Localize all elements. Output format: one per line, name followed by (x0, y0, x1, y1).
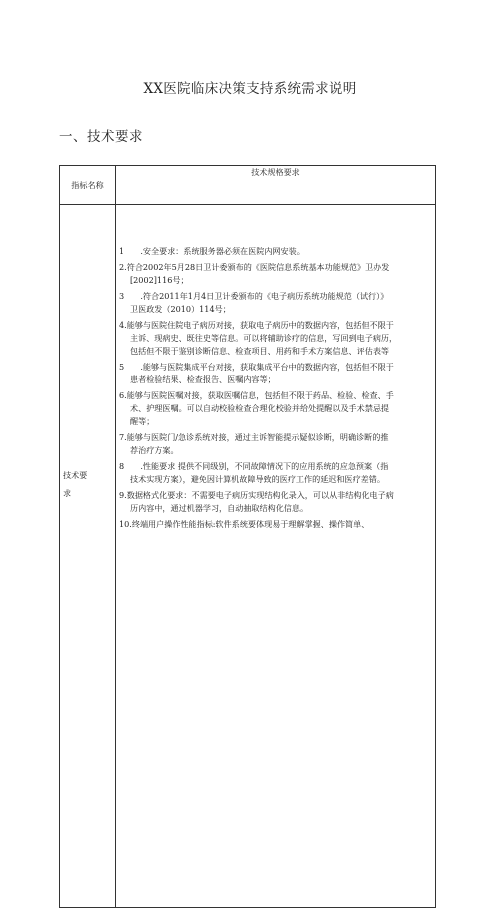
list-item-line: 技术实现方案），避免因计算机故障导致的医疗工作的延迟和医疗差错。 (130, 474, 385, 484)
list-item (116, 460, 435, 486)
row-label-line1: 技术要 (63, 470, 88, 480)
section-heading: 一、技术要求 (59, 129, 143, 145)
list-item-line: 卫医政发（2010）114号； (130, 303, 231, 314)
list-item (116, 245, 435, 258)
table-row (60, 205, 436, 908)
list-item (116, 290, 435, 316)
list-item (116, 431, 435, 457)
list-item-line: 醒等； (130, 416, 155, 427)
list-item (116, 389, 435, 428)
requirements-list (116, 205, 435, 531)
list-item-line: 患者检验结果、检查报告、医嘱内容等； (130, 374, 276, 385)
list-item (116, 319, 435, 358)
list-item-line: 主诉、现病史、既往史等信息。可以将辅助诊疗的信息，写回到电子病历， (130, 332, 398, 343)
list-item-line: 5 .能够与医院集成平台对接，获取集成平台中的数据内容，包括但不限于 (119, 361, 394, 372)
list-item (116, 361, 435, 387)
table-header-row (60, 166, 436, 205)
document-title: XX医院临床决策支持系统需求说明 (143, 81, 357, 97)
requirements-cell (116, 205, 436, 908)
list-item-line: 历内容中，通过机器学习，自动抽取结构化信息。 (130, 502, 309, 513)
row-label-line2: 求 (63, 487, 72, 498)
list-item-line: 包括但不限于鉴别诊断信息、检查项目、用药和手术方案信息、评估表等 (130, 345, 390, 356)
list-item-line: 荐治疗方案。 (130, 445, 179, 456)
list-item (116, 261, 435, 287)
list-item-line: 8 .性能要求 提供不同级别，不同故障情况下的应用系统的应急预案（指 (119, 461, 389, 472)
list-item (116, 489, 435, 515)
list-item-line: 7.能够与医院门/急诊系统对接，通过主诉智能提示疑似诊断，明确诊断的推 (119, 432, 389, 443)
list-item-line: 10.终端用户操作性能指标:软件系统要体现易于理解掌握、操作简单、 (119, 518, 370, 529)
list-item-line: 3 .符合2011年1月4日卫计委颁布的《电子病历系统功能规范（试行）》 (119, 290, 389, 301)
list-item-line: [2002]116号； (130, 274, 189, 285)
header-indicator-name: 指标名称 (60, 166, 116, 205)
list-item-line: 2.符合2002年5月28日卫计委颁布的《医院信息系统基本功能规范》卫办发 (119, 261, 390, 272)
list-item (116, 518, 435, 531)
header-spec-requirements: 技术规格要求 (116, 166, 436, 205)
list-item-line: 6.能够与医院医嘱对接，获取医嘱信息，包括但不限于药品、检验、检查、手 (119, 390, 394, 401)
list-item-line: 1 .安全要求：系统服务器必须在医院内网安装。 (119, 246, 305, 256)
spec-table (59, 165, 436, 908)
list-item-line: 术、护理医嘱。可以自动校验检查合理化校验并给处提醒以及手术禁忌提 (130, 403, 390, 414)
list-item-line: 4.能够与医院住院电子病历对接，获取电子病历中的数据内容，包括但不限于 (119, 319, 394, 330)
row-label (60, 205, 116, 908)
list-item-line: 9.数据格式化要求：不需要电子病历实现结构化录入，可以从非结构化电子病 (119, 489, 394, 500)
